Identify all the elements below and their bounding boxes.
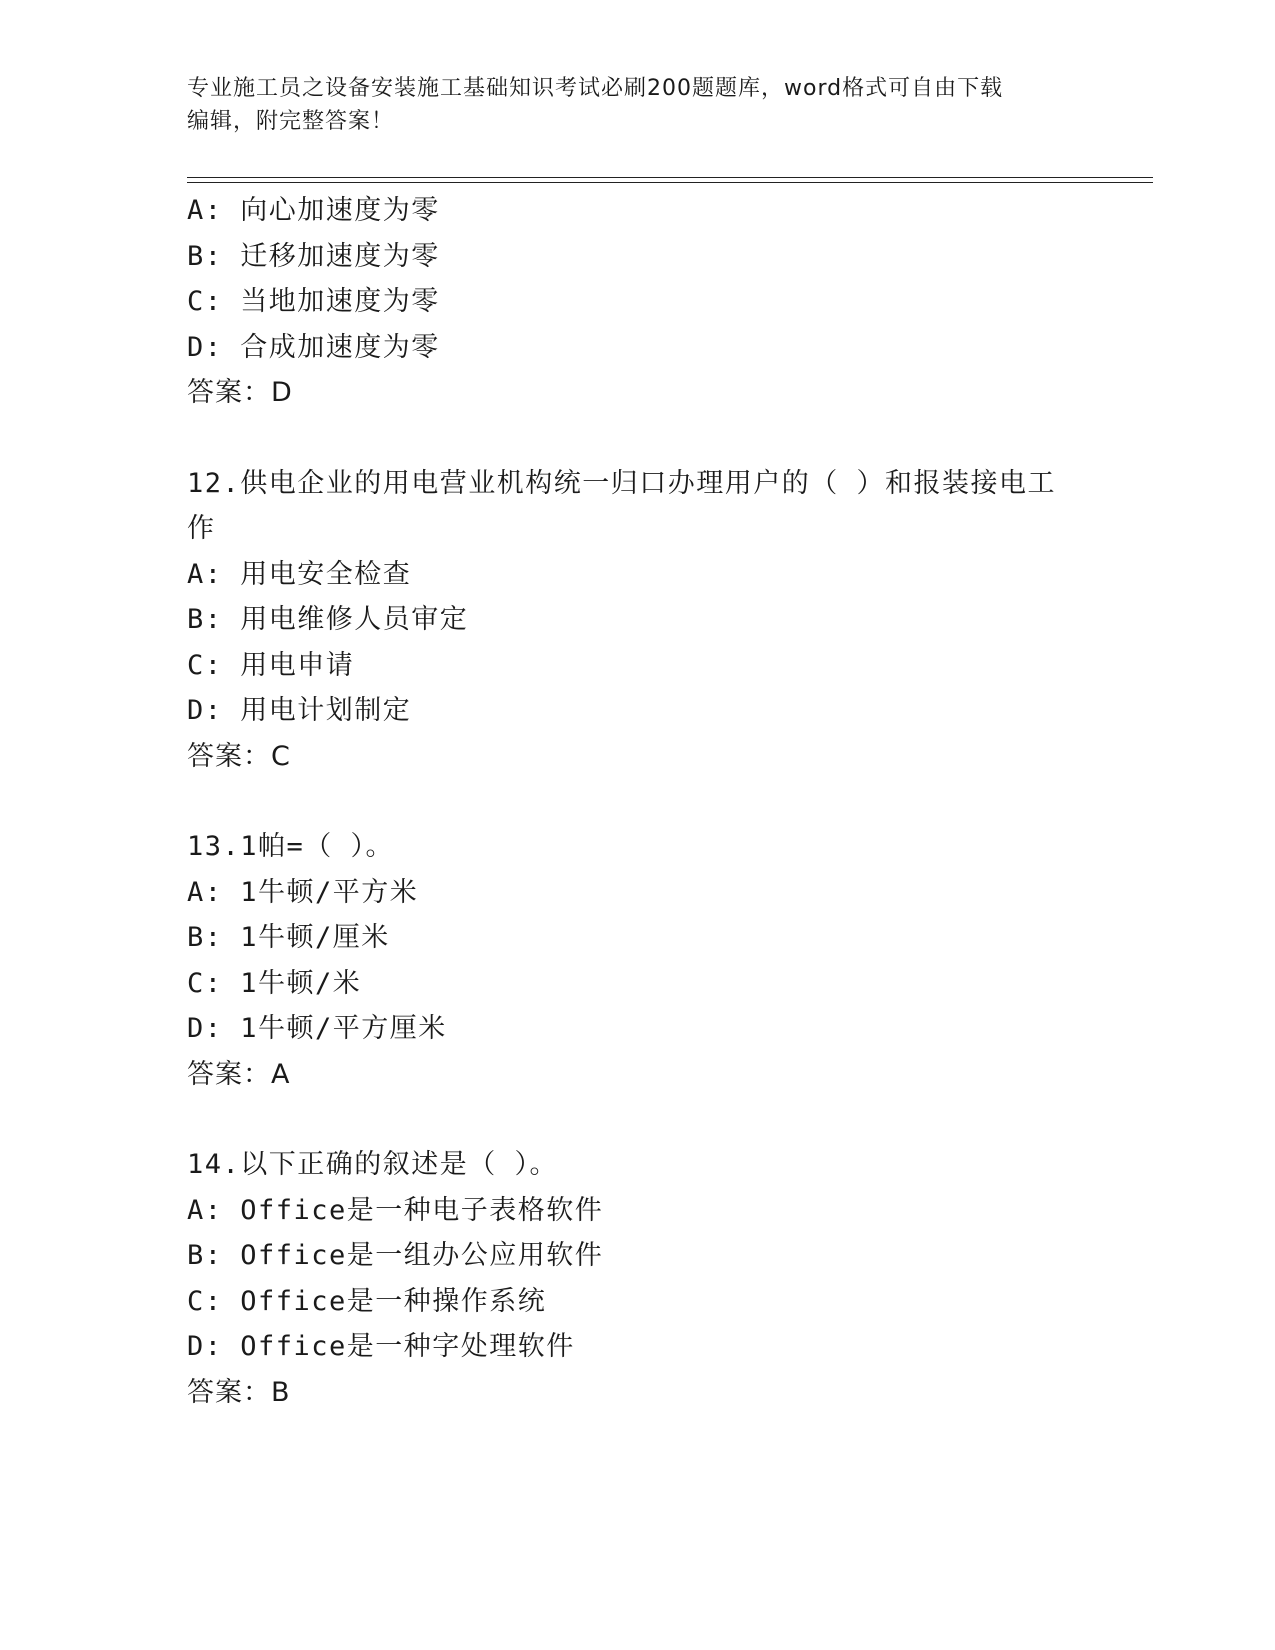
option-a: A: Office是一种电子表格软件 — [187, 1194, 604, 1226]
header-line-2: 编辑，附完整答案！ — [187, 109, 395, 134]
option-d: D: 用电计划制定 — [187, 695, 412, 726]
option-d: D: 1牛顿/平方厘米 — [187, 1013, 447, 1044]
option-b: B: Office是一组办公应用软件 — [187, 1240, 604, 1271]
option-a: A: 1牛顿/平方米 — [187, 876, 419, 908]
question-block-12 — [187, 461, 1087, 780]
option-d: D: Office是一种字处理软件 — [187, 1331, 575, 1362]
question-text: 14.以下正确的叙述是（ ）。 — [187, 1149, 559, 1180]
option-a: A: 向心加速度为零 — [187, 195, 440, 226]
spacer — [187, 1097, 1087, 1142]
question-text: 13.1帕=（ ）。 — [187, 831, 395, 862]
option-c: C: Office是一种操作系统 — [187, 1285, 547, 1317]
question-block-14 — [187, 1142, 1087, 1415]
option-b: B: 1牛顿/厘米 — [187, 922, 390, 953]
option-c: C: 1牛顿/米 — [187, 967, 362, 999]
question-block-11 — [187, 188, 1087, 416]
question-list — [187, 188, 1087, 1415]
answer-line: 答案：C — [187, 740, 291, 772]
spacer — [187, 779, 1087, 824]
answer-line: 答案：B — [187, 1376, 291, 1408]
option-c: C: 当地加速度为零 — [187, 286, 440, 317]
header-divider-bottom — [187, 182, 1153, 183]
spacer — [187, 416, 1087, 461]
answer-line: 答案：A — [187, 1058, 291, 1090]
document-header — [187, 72, 1087, 138]
option-c: C: 用电申请 — [187, 649, 355, 681]
header-line-1: 专业施工员之设备安装施工基础知识考试必刷200题题库，word格式可自由下载 — [187, 76, 1004, 101]
option-a: A: 用电安全检查 — [187, 558, 412, 590]
header-divider-top — [187, 177, 1153, 178]
question-text: 12.供电企业的用电营业机构统一归口办理用户的（ ）和报装接电工作 — [187, 467, 1057, 544]
option-b: B: 用电维修人员审定 — [187, 604, 469, 635]
option-d: D: 合成加速度为零 — [187, 331, 440, 363]
answer-line: 答案：D — [187, 377, 293, 408]
question-block-13 — [187, 824, 1087, 1097]
option-b: B: 迁移加速度为零 — [187, 240, 440, 272]
